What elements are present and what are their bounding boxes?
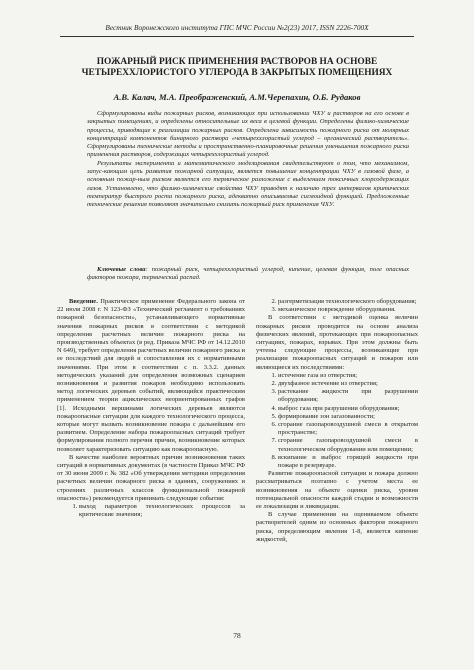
- list-item: 7. сгорание газопаровоздушной смеси в технологическом оборудовании или помещении;: [278, 437, 418, 453]
- list-item: 3. растекание жидкости при разрушении оборудования;: [278, 388, 418, 404]
- process-list: [256, 372, 418, 470]
- abstract-paragraph: Сформулированы виды пожарных рисков, возникающих при использовании ЧХУ и растворов на его основе в закрытых помещениях, и определены относительные их веса в целевой функции. Определены физико-химические процессы, приводящие к реализации пожарных рисков. Определена зависимость пожарного риска от молярных концентраций компонентов бинарного раствора «четыреххлористый углерод – органический растворитель». Сформулированы технические методы и пространственно-планировочные решения уменьшения пожарного риска применения растворов, содержащих четыреххлористый углерод.: [87, 110, 409, 159]
- list-item: 2. двухфазное истечение из отверстия;: [278, 380, 418, 388]
- intro-paragraph: [57, 298, 245, 454]
- event-list: [57, 503, 245, 519]
- page-number: 78: [233, 631, 241, 640]
- keywords-label: Ключевые слова: [97, 266, 146, 273]
- list-item: 5. формирование зон загазованности;: [278, 413, 418, 421]
- authors: А.В. Калач, М.А. Преображенский, А.М.Черепахин, О.Б. Рудаков: [113, 92, 361, 102]
- abstract-paragraph: Результаты эксперимента и математического моделирования свидетельствуют о том, что механизмом, запус-кающим цепь развития пожарной ситуации, является повышение концентрации ЧХУ в газовой фазе, а основным пожар-ным риском является его термическое разложение с выделением токсичных хлорсодержащих газов. Установлено, что физико-химические свойства ЧХУ приводят к наличию трех интервалов критических температур быстрого роста пожарного риска, адекватно описываемые сигмоидной функцией. Предложенные технические решения позволяют значительно снизить пожарный риск применения ЧХУ.: [87, 159, 409, 209]
- list-item: 1. выход параметров технологических процессов за критические значения;: [79, 503, 245, 519]
- body-paragraph: В качестве наиболее вероятных причин возникновения таких ситуаций в нормативных документах (в частности Приказ МЧС РФ от 30 июня 2009 г. № 382 «Об утверждении методики определения расчетных величин пожарного риска в зданиях, сооружениях и строениях различных классов функциональной пожарной опасности») рекомендуется принимать следующие события:: [57, 453, 245, 502]
- intro-label: Введение.: [69, 298, 98, 305]
- body-paragraph: В соответствии с методикой оценка величин пожарных рисков проводится на основе анализа физических явлений, протекающих при пожароопасных ситуациях, пожарах, взрывах. При этом должны быть учтены следующие процессы, возникающие при реализации пожароопасных ситуаций и пожаров или являющиеся их последствиями:: [256, 314, 418, 371]
- list-item: 8. вскипание и выброс горящей жидкости при пожаре в резервуаре.: [278, 454, 418, 470]
- intro-text: Практическое применение Федерального закона от 22 июля 2008 г. N 123-ФЗ «Технический регламент о требованиях пожарной безопасности», устанавливающего нормативные значения пожарных рисков в соответствии с методикой определения расчетных величин пожарного риска на производственных объектах (в ред. Приказа МЧС РФ от 14.12.2010 N 649), требует определения расчетных величин пожарного риска и ее последствий для людей и сопоставления их с нормативными значениями. При этом в соответствии с п. 3.3.2. данных методических указаний для определения возможных сценариев возникновения и развития пожаров необходимо использовать метод логических деревьев событий, являющийся практическим применением теории ациклических неориентированных графов [1]. Исходными вершинами логических деревьев являются пожароопасные ситуации для каждого технологического процесса, которые могут вызвать возникновение пожара с дальнейшим его развитием. Определение набора пожароопасных ситуаций требует формулирования полного перечня причин, возникновение которых позволяет характеризовать ситуацию как пожароопасную.: [57, 298, 245, 453]
- title-line: ПОЖАРНЫЙ РИСК ПРИМЕНЕНИЯ РАСТВОРОВ НА ОСНОВЕ: [96, 57, 378, 67]
- list-item: 1. истечение газа из отверстия;: [278, 372, 418, 380]
- list-item: 4. выброс газа при разрушении оборудования;: [278, 405, 418, 413]
- left-column: [57, 298, 245, 519]
- header-rule: [60, 36, 414, 37]
- keywords: [87, 266, 409, 283]
- right-column: [256, 298, 418, 544]
- keywords-text: : пожарный риск, четыреххлористый углерод, кипение, целевая функция, поле опасных факторов пожара, термический распад.: [87, 266, 409, 282]
- running-header: Вестник Воронежского института ГПС МЧС России №2(23) 2017, ISSN 2226-700X: [105, 23, 369, 32]
- list-item: 2. разгерметизация технологического оборудования;: [278, 298, 418, 306]
- title-line: ЧЕТЫРЕХХЛОРИСТОГО УГЛЕРОДА В ЗАКРЫТЫХ ПОМЕЩЕНИЯХ: [81, 68, 393, 78]
- abstract: [87, 110, 409, 210]
- article-title: [55, 57, 419, 79]
- body-paragraph: Развитие пожароопасной ситуации и пожара должно рассматриваться поэтапно с учетом места ее возникновения на объекте оценки риска, уровня потенциальной опасности каждой стадии и возможности ее локализации и ликвидации.: [256, 470, 418, 511]
- event-list-continued: [256, 298, 418, 314]
- list-item: 3. механическое повреждение оборудования.: [278, 306, 418, 314]
- list-item: 6. сгорание газопаровоздушной смеси в открытом пространстве;: [278, 421, 418, 437]
- body-paragraph: В случае применения на оцениваемом объекте растворителей одним из основных факторов пожарного риска, определяющим явления 1-8, является кипение жидкостей,: [256, 511, 418, 543]
